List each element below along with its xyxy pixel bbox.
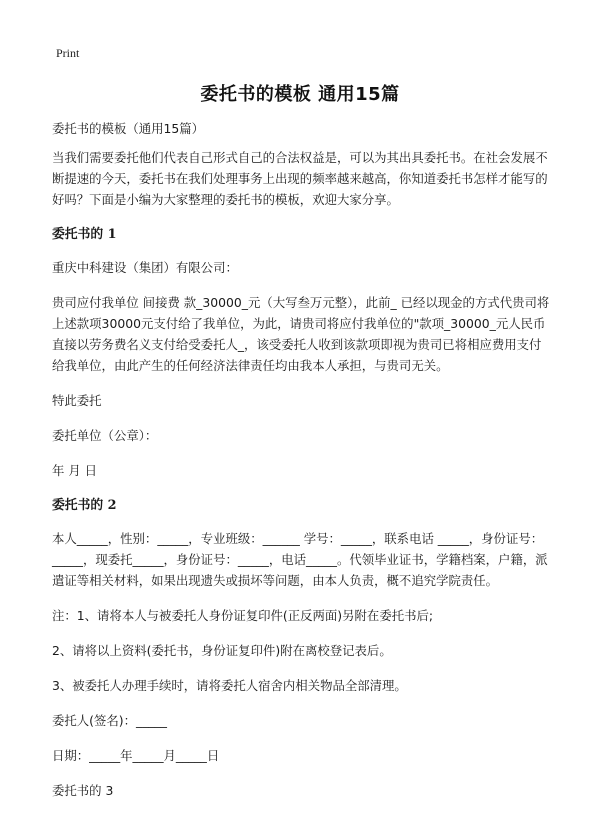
section-2-signature: 委托人(签名)：_____: [52, 713, 167, 728]
section-1-body: 贵司应付我单位 间接费 款_30000_元（大写叁万元整），此前_ 已经以现金的方式代贵司将上述款项30000元支付给了我单位，为此，请贵司将应付我单位的"款项_30000_元人民币直接以劳务费名义支付给受委托人_，该受委托人收到该款项即视为贵司已将相应费用支付给我单位，由此产生的任何经济法律责任均由我本人承担，与贵司无关。: [52, 295, 550, 373]
section-1-unit: 委托单位（公章）：: [52, 428, 158, 443]
section-2-date: 日期：_____年_____月_____日: [52, 748, 220, 763]
print-label: Print: [56, 46, 80, 60]
section-3-heading: 委托书的 3: [52, 783, 114, 798]
document-subtitle: 委托书的模板（通用15篇）: [52, 121, 205, 136]
section-2-note-1: 注：1、请将本人与被委托人身份证复印件(正反两面)另附在委托书后;: [52, 608, 434, 623]
intro-paragraph: 当我们需要委托他们代表自己形式自己的合法权益是，可以为其出具委托书。在社会发展不断提速的今天，委托书在我们处理事务上出现的频率越来越高，你知道委托书怎样才能写的好吗？下面是小编为大家整理的委托书的模板，欢迎大家分享。: [52, 150, 548, 207]
section-1-date: 年 月 日: [52, 463, 98, 478]
section-2-body: 本人_____，性别：_____，专业班级：______ 学号：_____，联系电话 _____，身份证号：_____，现委托_____，身份证号：_____，电话_____。代领毕业证书，学籍档案，户籍，派遣证等相关材料，如果出现遗失或损坏等问题，由本人负责，概不追究学院责任。: [52, 531, 548, 588]
document-body: [52, 118, 550, 811]
section-2-note-3: 3、被委托人办理手续时，请将委托人宿舍内相关物品全部清理。: [52, 678, 407, 693]
section-2-heading: 委托书的 2: [52, 498, 117, 513]
section-1-addressee: 重庆中科建设（集团）有限公司：: [52, 260, 238, 275]
section-1-heading: 委托书的 1: [52, 227, 117, 242]
page-title: 委托书的模板 通用15篇: [200, 84, 400, 105]
section-1-closing: 特此委托: [52, 393, 102, 408]
section-2-note-2: 2、请将以上资料(委托书，身份证复印件)附在离校登记表后。: [52, 643, 392, 658]
